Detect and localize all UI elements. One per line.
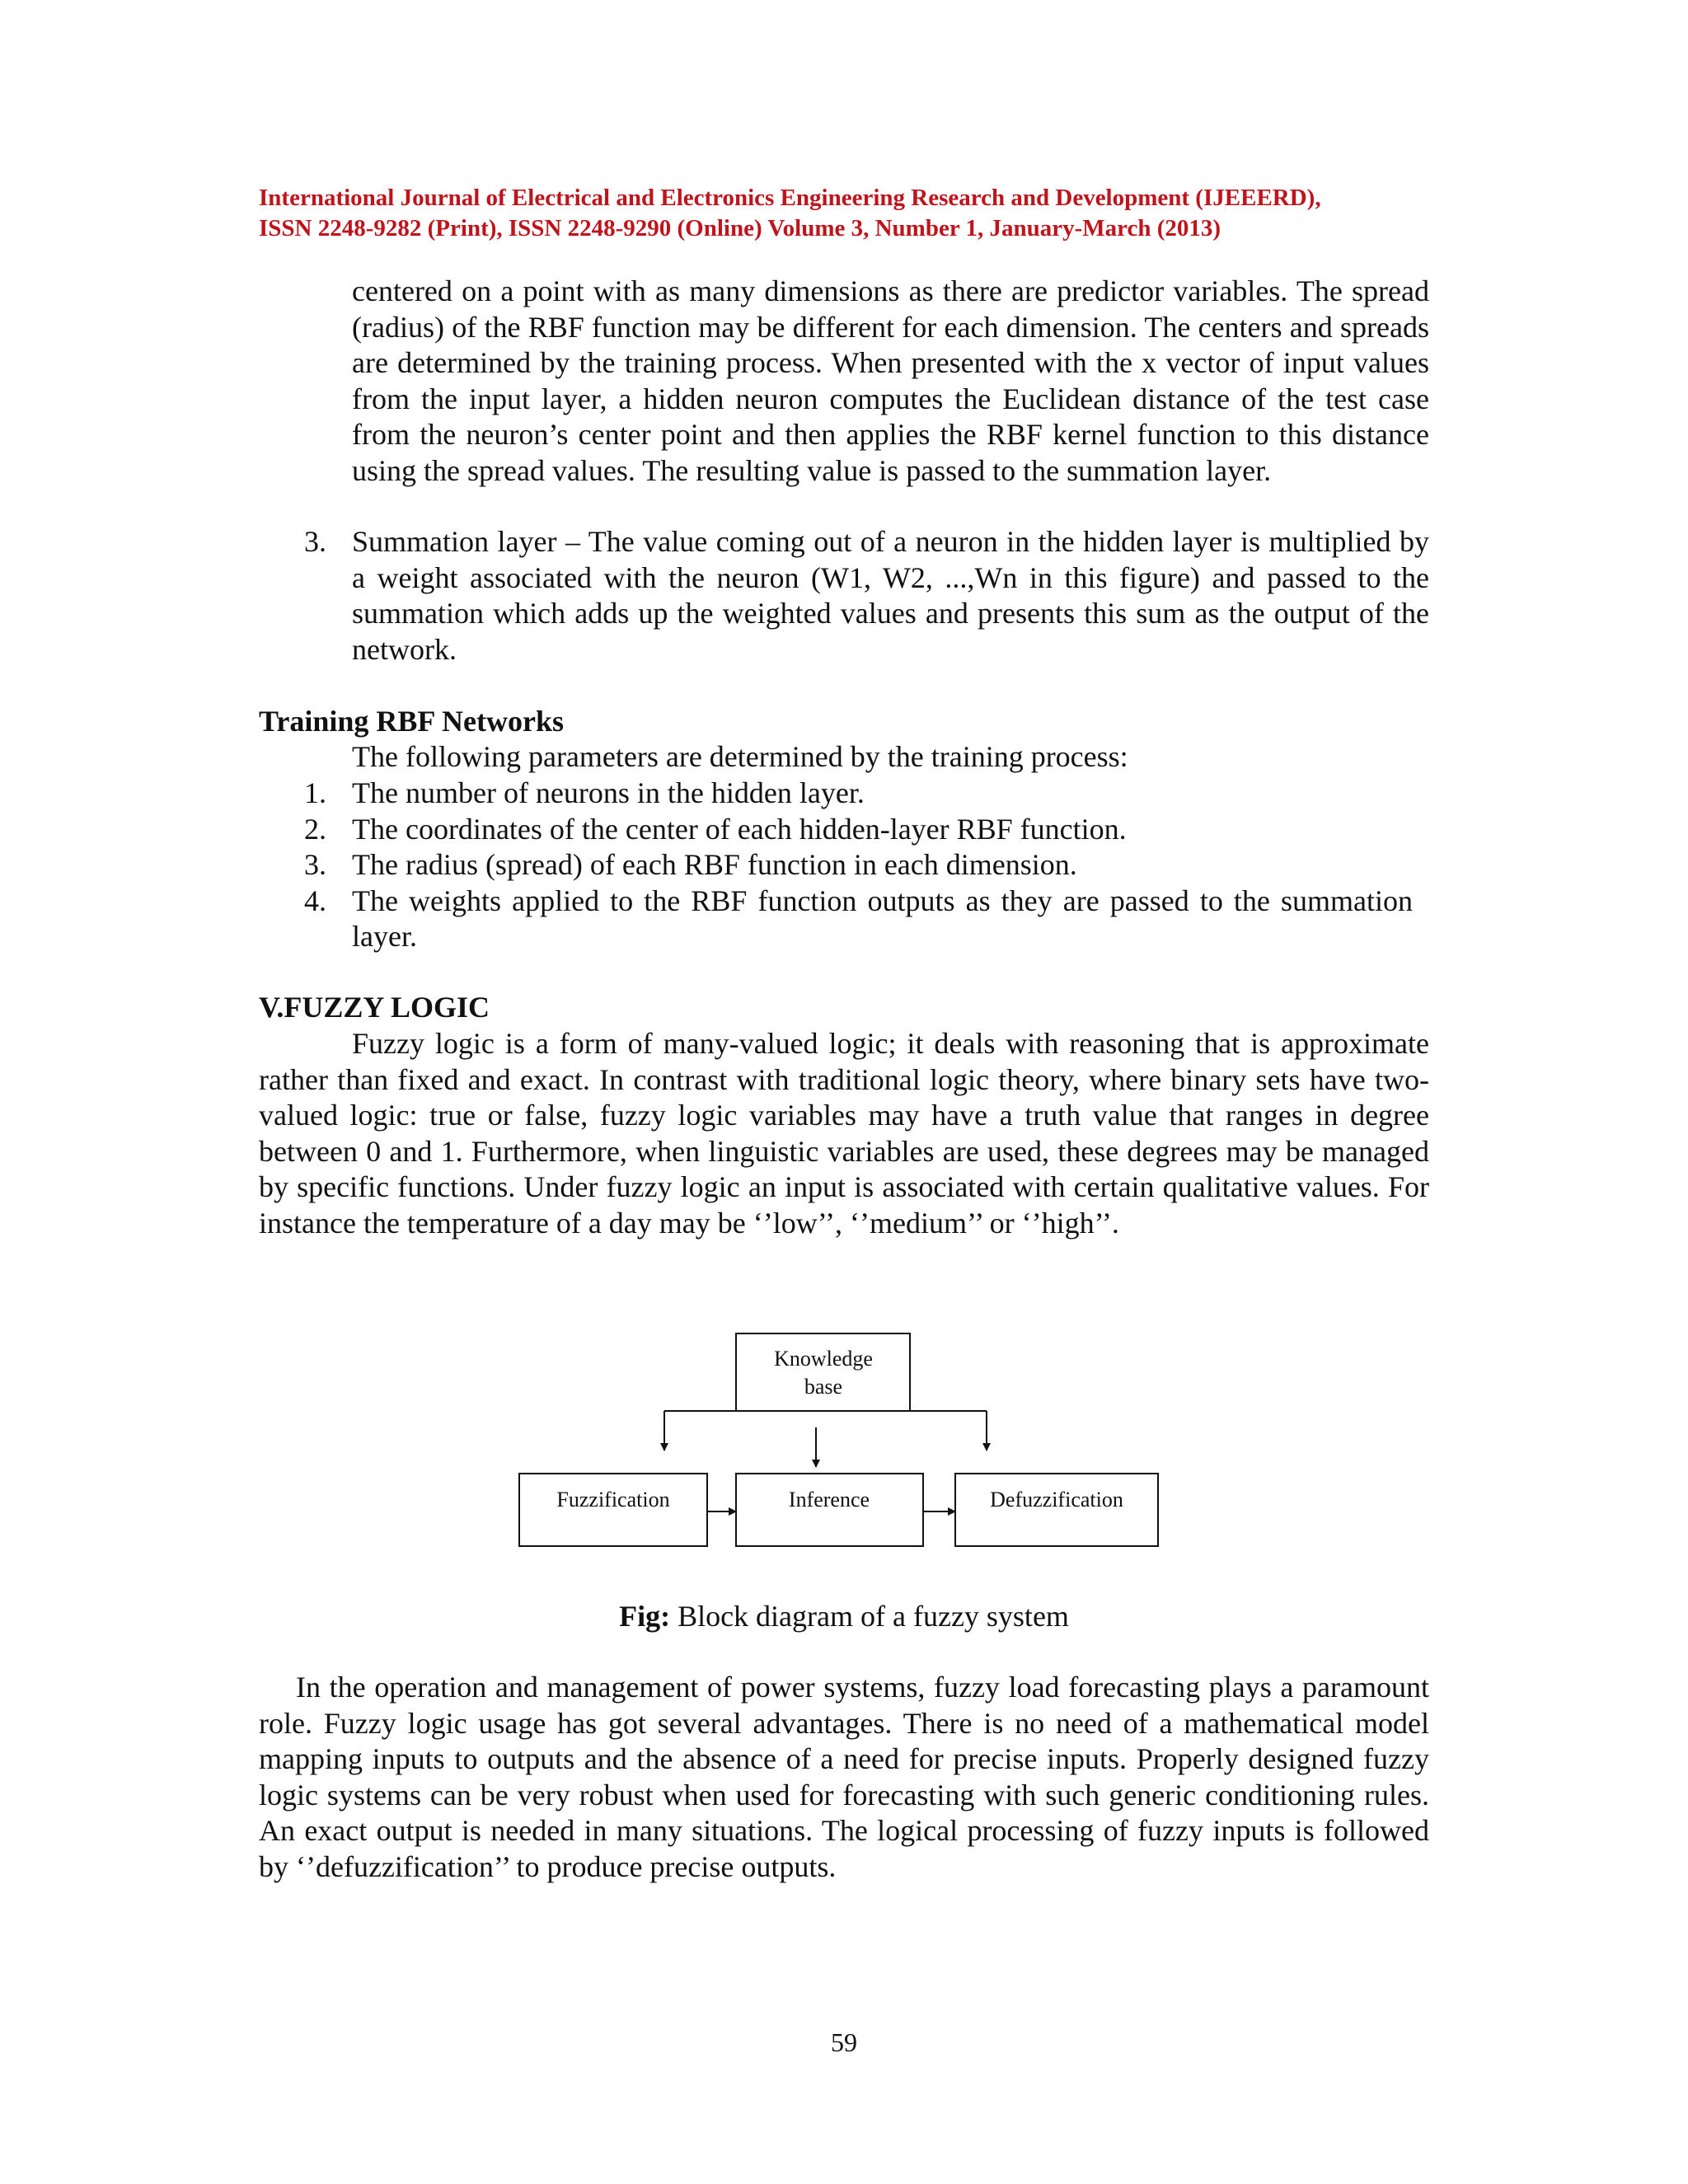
section-heading-fuzzy-logic: V.FUZZY LOGIC <box>259 991 490 1024</box>
figure-caption-label: Fig: <box>619 1600 671 1633</box>
list-item-text: The coordinates of the center of each hidden-layer RBF function. <box>352 812 1127 846</box>
list-item-text: The radius (spread) of each RBF function in each dimension. <box>352 848 1077 881</box>
fuzzy-logic-paragraph: Fuzzy logic is a form of many-valued logic; it deals with reasoning that is approximate rather than fixed and exact. In contrast with traditional logic theory, where binary sets have two-valued logic: true or false, fuzzy logic variables may have a truth value that ranges in degree between 0 and 1. Furthermore, when linguistic variables are used, these degrees may be managed by specific functions. Under fuzzy logic an input is associated with certain qualitative values. For instance the temperature of a day may be ‘’low’’, ‘’medium’’ or ‘’high’’. <box>259 1027 1429 1240</box>
continuation-paragraph: centered on a point with as many dimensions as there are predictor variables. The spread (radius) of the RBF function may be different for each dimension. The centers and spreads are determined by the training process. When presented with the x vector of input values from the input layer, a hidden neuron computes the Euclidean distance of the test case from the neuron’s center point and then applies the RBF kernel function to this distance using the spread values. The resulting value is passed to the summation layer. <box>352 274 1429 487</box>
training-intro: The following parameters are determined by the training process: <box>352 740 1128 773</box>
page-number: 59 <box>831 2027 857 2057</box>
list-item-number: 3. <box>304 525 326 558</box>
list-item-text: The weights applied to the RBF function outputs as they are passed to the summation layer. <box>352 883 1413 953</box>
knowledge-base-label-line-1: Knowledge <box>774 1347 873 1371</box>
closing-paragraph: In the operation and management of power systems, fuzzy load forecasting plays a paramount role. Fuzzy logic usage has got several advantages. There is no need of a mathematical model mapping inputs to outputs and the absence of a need for precise inputs. Properly designed fuzzy logic systems can be very robust when used for forecasting with such generic conditioning rules. An exact output is needed in many situations. The logical processing of fuzzy inputs is followed by ‘’defuzzification’’ to produce precise outputs. <box>259 1671 1429 1883</box>
knowledge-base-label-line-2: base <box>804 1375 843 1399</box>
defuzzification-block <box>955 1474 1158 1546</box>
figure-caption-text: Block diagram of a fuzzy system <box>670 1600 1069 1633</box>
list-item-number: 3. <box>304 848 326 881</box>
list-item-text: Summation layer – The value coming out of a neuron in the hidden layer is multiplied by a weight associated with the neuron (W1, W2, ...,Wn in this figure) and passed to the summation which adds up the weighted values and presents this sum as the output of the network. <box>352 525 1429 666</box>
journal-header-line-1: International Journal of Electrical and Electronics Engineering Research and Development (IJEEERD), <box>259 185 1321 211</box>
inference-label: Inference <box>788 1488 870 1511</box>
list-item-text: The number of neurons in the hidden layer. <box>352 776 865 809</box>
list-item-number: 2. <box>304 812 326 846</box>
section-heading-training: Training RBF Networks <box>259 705 565 738</box>
figure-caption <box>0 1599 1688 1635</box>
list-item-number: 1. <box>304 776 326 809</box>
fuzzification-label: Fuzzification <box>556 1488 670 1511</box>
fuzzification-block <box>519 1474 707 1546</box>
list-item-number: 4. <box>304 883 326 917</box>
knowledge-base-block <box>736 1333 910 1411</box>
defuzzification-label: Defuzzification <box>990 1488 1123 1511</box>
inference-block <box>736 1474 923 1546</box>
journal-header-line-2: ISSN 2248-9282 (Print), ISSN 2248-9290 (Online) Volume 3, Number 1, January-March (2013) <box>259 215 1221 241</box>
